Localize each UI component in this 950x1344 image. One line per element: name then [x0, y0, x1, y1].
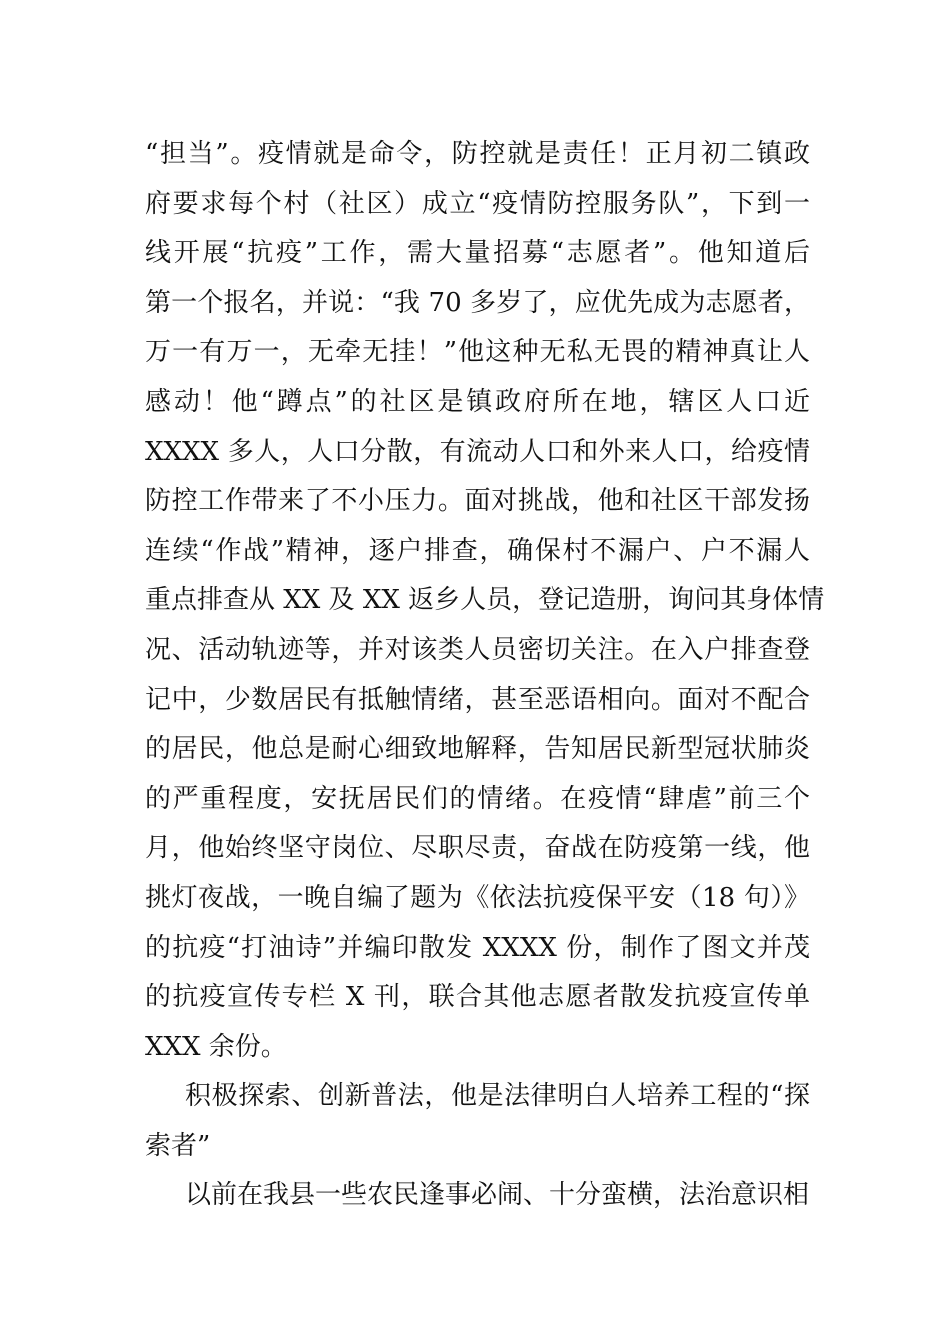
text-line: 感动！他“蹲点”的社区是镇政府所在地，辖区人口近: [145, 386, 810, 417]
text-line: 记中，少数居民有抵触情绪，甚至恶语相向。面对不配合: [145, 684, 810, 715]
text-line: 的抗疫宣传专栏 X 刊，联合其他志愿者散发抗疫宣传单: [145, 982, 810, 1013]
text-line: XXX 余份。: [145, 1031, 287, 1062]
text-line: 的居民，他总是耐心细致地解释，告知居民新型冠状肺炎: [145, 734, 810, 765]
text-line: 线开展“抗疫”工作，需大量招募“志愿者”。他知道后: [145, 238, 810, 269]
document-body: [145, 130, 825, 1221]
text-line: 积极探索、创新普法，他是法律明白人培养工程的“探: [185, 1081, 810, 1112]
text-line: “担当”。疫情就是命令，防控就是责任！正月初二镇政: [145, 139, 810, 169]
paragraph: [145, 130, 825, 1072]
text-line: 防控工作带来了不小压力。面对挑战，他和社区干部发扬: [145, 486, 810, 517]
text-line: 重点排查从 XX 及 XX 返乡人员，登记造册，询问其身体情: [145, 585, 825, 616]
text-line: 府要求每个村（社区）成立“疫情防控服务队”，下到一: [145, 188, 810, 219]
text-line: 索者”: [145, 1130, 211, 1161]
paragraph: [145, 1171, 810, 1221]
text-line: XXXX 多人，人口分散，有流动人口和外来人口，给疫情: [145, 436, 810, 467]
text-line: 的抗疫“打油诗”并编印散发 XXXX 份，制作了图文并茂: [145, 932, 810, 963]
text-line: 连续“作战”精神，逐户排查，确保村不漏户、户不漏人: [145, 535, 810, 566]
text-line: 月，他始终坚守岗位、尽职尽责，奋战在防疫第一线，他: [145, 833, 810, 864]
text-line: 挑灯夜战，一晚自编了题为《依法抗疫保平安（18 句）》: [145, 882, 810, 913]
text-line: 以前在我县一些农民逢事必闹、十分蛮横，法治意识相: [185, 1180, 810, 1211]
paragraph: [145, 1072, 810, 1171]
text-line: 万一有万一，无牵无挂！”他这种无私无畏的精神真让人: [145, 337, 810, 368]
text-line: 第一个报名，并说：“我 70 多岁了，应优先成为志愿者，: [145, 287, 810, 318]
text-line: 的严重程度，安抚居民们的情绪。在疫情“肆虐”前三个: [145, 783, 810, 814]
text-line: 况、活动轨迹等，并对该类人员密切关注。在入户排查登: [145, 634, 810, 665]
